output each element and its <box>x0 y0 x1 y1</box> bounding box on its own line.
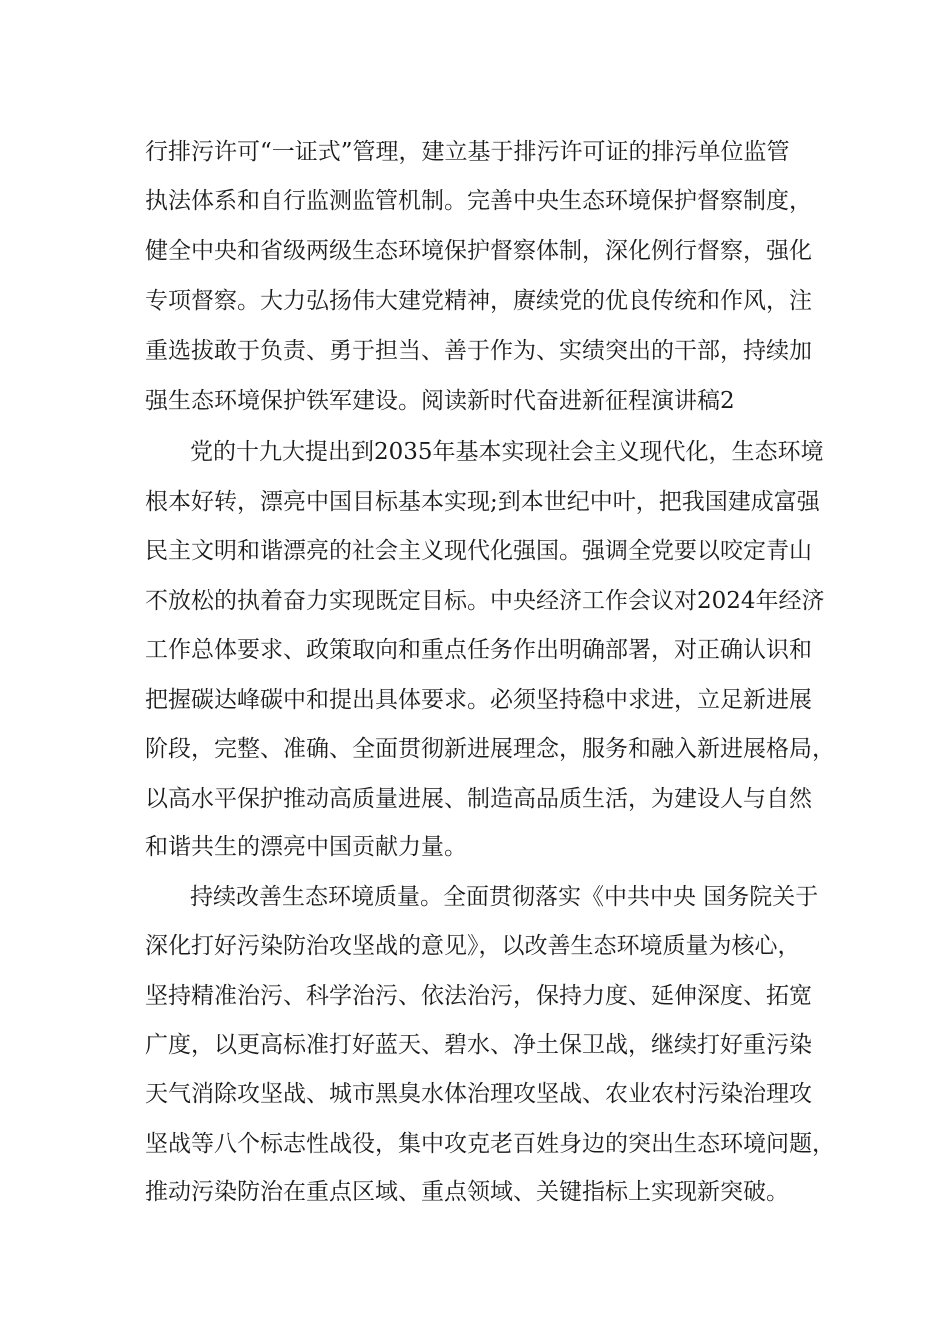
text-line: 广度，以更高标准打好蓝天、碧水、净土保卫战，继续打好重污染 <box>145 1032 812 1058</box>
text-line: 执法体系和自行监测监管机制。完善中央生态环境保护督察制度， <box>145 188 812 214</box>
paragraph-first-line: 持续改善生态环境质量。全面贯彻落实《中共中央 国务院关于 <box>190 884 819 910</box>
text-line: 工作总体要求、政策取向和重点任务作出明确部署，对正确认识和 <box>145 637 812 663</box>
text-line: 深化打好污染防治攻坚战的意见》，以改善生态环境质量为核心， <box>145 933 801 959</box>
paragraph-first-line: 党的十九大提出到2035年基本实现社会主义现代化，生态环境 <box>190 439 824 465</box>
text-line: 推动污染防治在重点区域、重点领域、关键指标上实现新突破。 <box>145 1179 789 1205</box>
text-line: 坚战等八个标志性战役，集中攻克老百姓身边的突出生态环境问题， <box>145 1131 835 1157</box>
text-line: 坚持精准治污、科学治污、依法治污，保持力度、延伸深度、拓宽 <box>145 983 812 1009</box>
text-line: 阶段，完整、准确、全面贯彻新进展理念，服务和融入新进展格局， <box>145 736 835 762</box>
text-line: 民主文明和谐漂亮的社会主义现代化强国。强调全党要以咬定青山 <box>145 538 812 564</box>
text-line: 行排污许可“一证式”管理，建立基于排污许可证的排污单位监管 <box>145 139 790 165</box>
text-line: 专项督察。大力弘扬伟大建党精神，赓续党的优良传统和作风，注 <box>145 288 812 314</box>
text-line: 根本好转，漂亮中国目标基本实现;到本世纪中叶，把我国建成富强 <box>145 489 820 515</box>
text-line: 不放松的执着奋力实现既定目标。中央经济工作会议对2024年经济 <box>145 588 825 614</box>
text-line: 以高水平保护推动高质量进展、制造高品质生活，为建设人与自然 <box>145 786 812 812</box>
text-line: 强生态环境保护铁军建设。阅读新时代奋进新征程演讲稿2 <box>145 388 735 414</box>
text-line: 把握碳达峰碳中和提出具体要求。必须坚持稳中求进，立足新进展 <box>145 687 812 713</box>
text-line: 和谐共生的漂亮中国贡献力量。 <box>145 834 467 860</box>
text-line: 健全中央和省级两级生态环境保护督察体制，深化例行督察，强化 <box>145 238 812 264</box>
text-line: 天气消除攻坚战、城市黑臭水体治理攻坚战、农业农村污染治理攻 <box>145 1081 812 1107</box>
text-line: 重选拔敢于负责、勇于担当、善于作为、实绩突出的干部，持续加 <box>145 338 812 364</box>
